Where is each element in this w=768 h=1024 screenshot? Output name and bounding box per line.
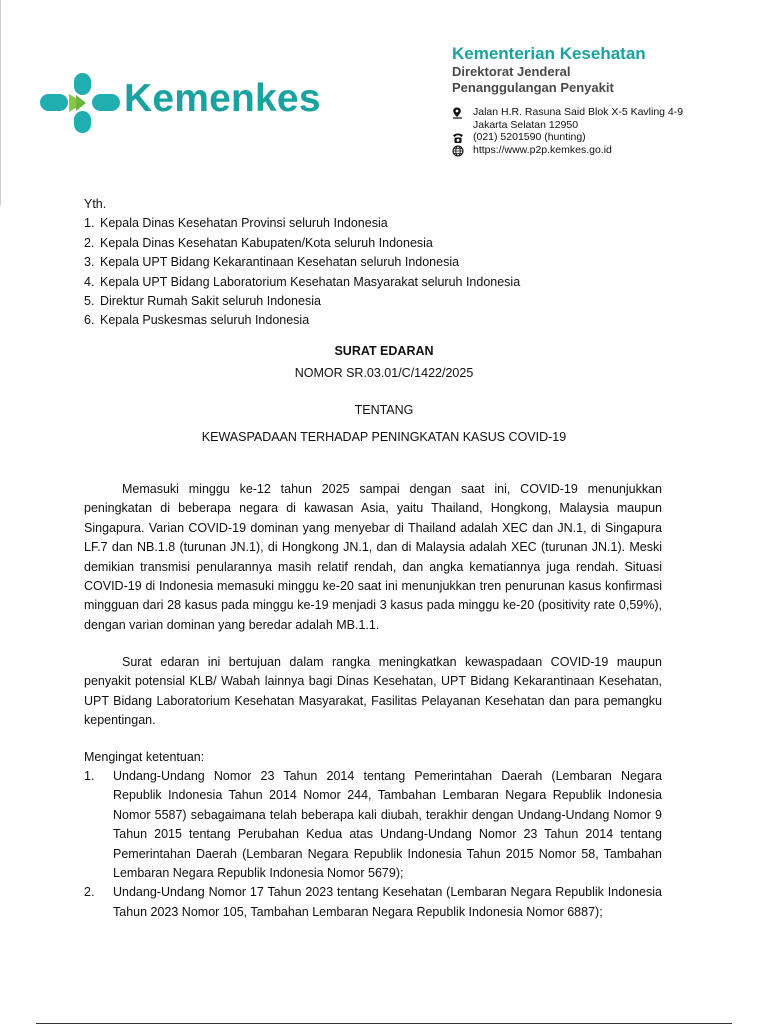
tentang-label: TENTANG [354,403,414,417]
list-item [84,883,662,922]
document-number: NOMOR SR.03.01/C/1422/2025 [294,366,474,380]
list-text: Kepala Dinas Kesehatan Provinsi seluruh Indonesia [100,216,388,231]
list-item [84,292,684,311]
telephone-icon [452,132,467,144]
address-row [452,106,752,131]
list-number: 1. [84,216,95,231]
org-header [452,44,752,157]
recipient-block [84,195,684,331]
list-text: Kepala Puskesmas seluruh Indonesia [100,313,310,328]
list-number: 2. [84,885,95,900]
list-text: Undang-Undang Nomor 23 Tahun 2014 tentang Pemerintahan Daerah (Lembaran Negara Republik Indonesia Tahun 2014 Nomor 244, Tambahan Lembaran Negara Republik Indonesia Nomor 5587) sebagaimana telah beberapa kali diubah, terakhir dengan Undang-Undang Nomor 9 Tahun 2015 tentang Perubahan Kedua atas Undang-Undang Nomor 23 Tahun 2014 tentang Pemerintahan Daerah (Lembaran Negara Republik Indonesia Tahun 2015 Nomor 58, Tambahan Lembaran Negara Republik Indonesia Nomor 5679); [113,769,662,881]
document-title: SURAT EDARAN [334,344,434,358]
brand-name: Kemenkes [124,77,321,120]
phone-row [452,131,752,144]
body-paragraph-2: Surat edaran ini bertujuan dalam rangka meningkatkan kewaspadaan COVID-19 maupun penyakit potensial KLB/ Wabah lainnya bagi Dinas Kesehatan, UPT Bidang Kekarantinaan Kesehatan, UPT Bidang Laboratorium Kesehatan Masyarakat, Fasilitas Pelayanan Kesehatan dan para pemangku kepentingan. [84,655,662,728]
list-item [84,253,684,272]
list-text: Direktur Rumah Sakit seluruh Indonesia [100,294,321,309]
list-text: Kepala UPT Bidang Laboratorium Kesehatan Masyarakat seluruh Indonesia [100,274,521,289]
list-number: 2. [84,235,95,250]
list-number: 6. [84,313,95,328]
list-item [84,767,662,883]
org-subtitle-1: Direktorat Jenderal [452,64,571,79]
recipient-list [84,214,684,330]
list-number: 4. [84,274,95,289]
org-subtitle-2: Penanggulangan Penyakit [452,80,614,95]
mengingat-heading: Mengingat ketentuan: [84,750,205,764]
kemenkes-logo-icon [38,70,122,136]
contact-block [452,106,752,157]
list-number: 3. [84,255,95,270]
document-subject: KEWASPADAAN TERHADAP PENINGKATAN KASUS COVID-19 [201,430,567,444]
list-text: Kepala Dinas Kesehatan Kabupaten/Kota seluruh Indonesia [100,235,433,250]
website-url: https://www.p2p.kemkes.go.id [473,144,612,156]
address-line-2: Jakarta Selatan 12950 [473,118,579,131]
list-item [84,273,684,292]
list-text: Kepala UPT Bidang Kekarantinaan Kesehatan seluruh Indonesia [100,255,460,270]
list-text: Undang-Undang Nomor 17 Tahun 2023 tentang Kesehatan (Lembaran Negara Republik Indonesia Tahun 2023 Nomor 105, Tambahan Lembaran Negara Republik Indonesia Nomor 6887); [113,885,662,919]
page-edge-line [0,0,1,205]
location-pin-icon [452,107,467,119]
list-item [84,311,684,330]
address-line-1: Jalan H.R. Rasuna Said Blok X-5 Kavling 4-9 [473,106,684,118]
list-number: 1. [84,769,95,783]
list-item [84,234,684,253]
org-title: Kementerian Kesehatan [452,44,646,63]
globe-icon [452,145,467,157]
website-row [452,144,752,157]
phone-number: (021) 5201590 (hunting) [473,131,586,143]
body-paragraph-1: Memasuki minggu ke-12 tahun 2025 sampai dengan saat ini, COVID-19 menunjukkan peningkatan di beberapa negara di kawasan Asia, yaitu Thailand, Hongkong, Malaysia maupun Singapura. Varian COVID-19 dominan yang menyebar di Thailand adalah XEC dan JN.1, di Singapura LF.7 dan NB.1.8 (turunan JN.1), di Hongkong JN.1, dan di Malaysia adalah XEC (turunan JN.1). Meski demikian transmisi penularannya masih relatif rendah, dan angka kematiannya juga rendah. Situasi COVID-19 di Indonesia memasuki minggu ke-20 saat ini menunjukkan tren penurunan kasus konfirmasi mingguan dari 28 kasus pada minggu ke-19 menjadi 3 kasus pada minggu ke-20 (positivity rate 0,59%), dengan varian dominan yang beredar adalah MB.1.1. [84,482,662,632]
list-item [84,214,684,233]
list-number: 5. [84,294,95,309]
mengingat-list [84,767,662,922]
greeting: Yth. [84,197,107,211]
